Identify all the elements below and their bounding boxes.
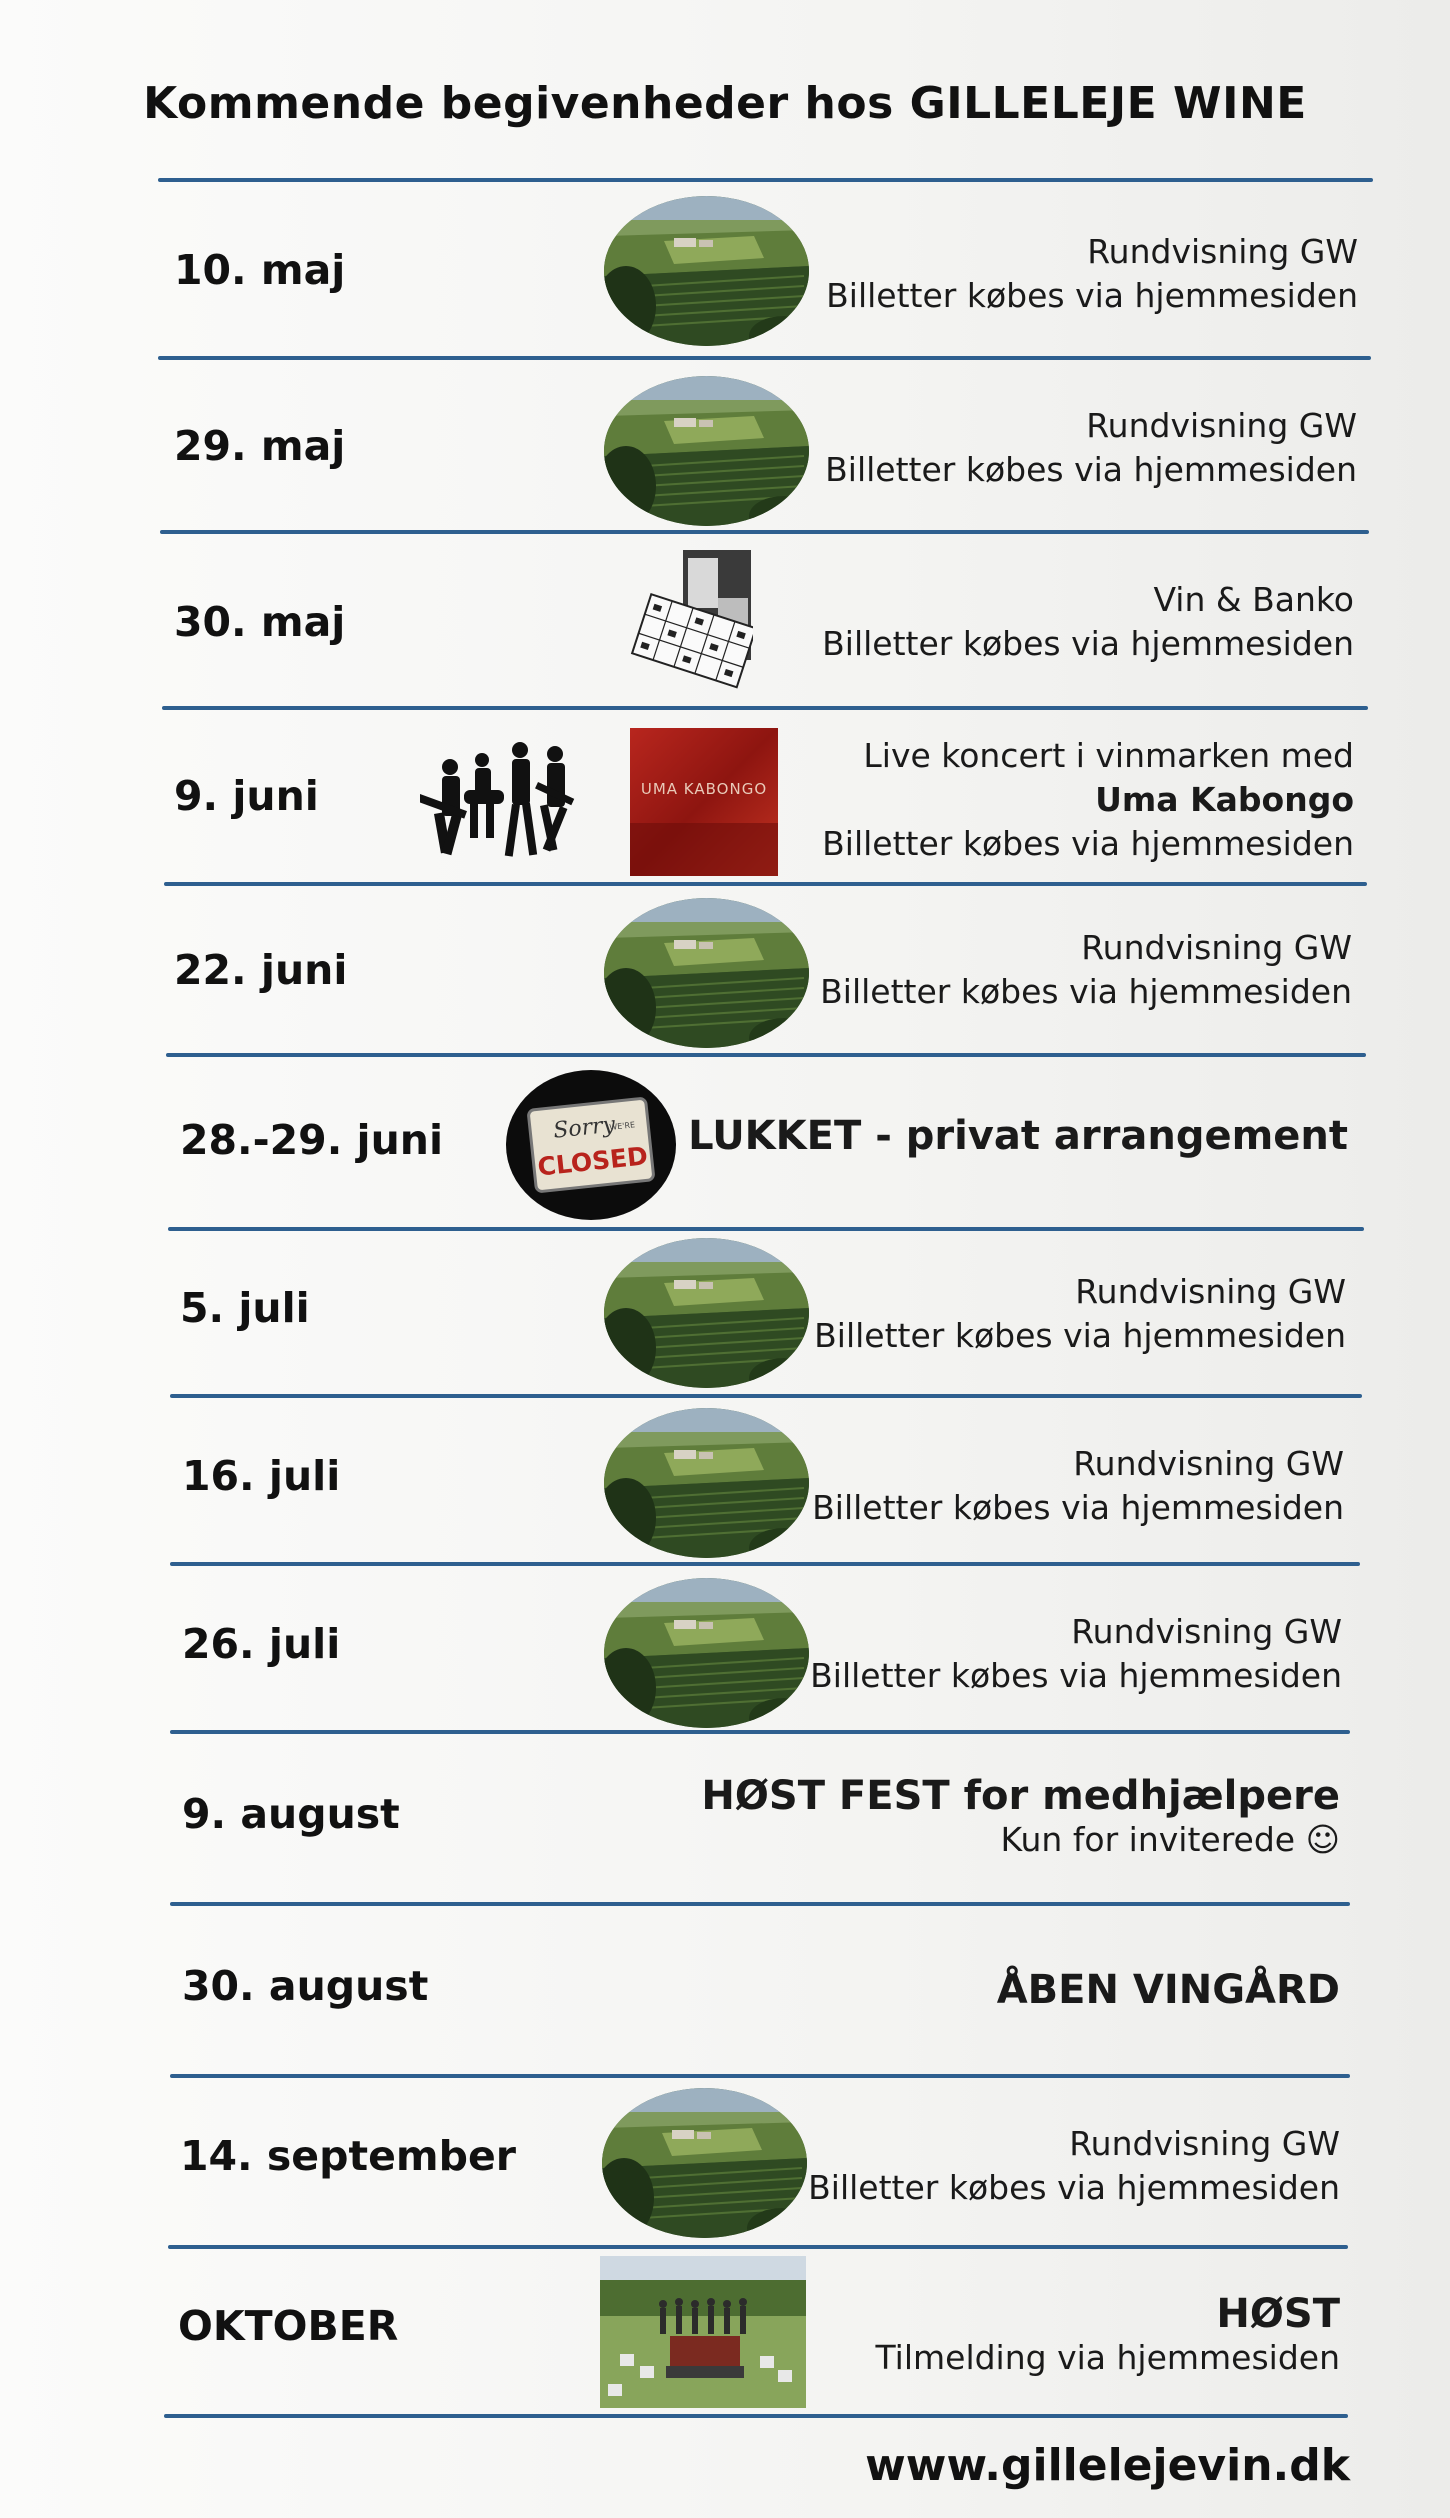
event-subtitle: Kun for inviterede ☺ — [1000, 1820, 1340, 1859]
vineyard-image — [602, 2088, 807, 2238]
divider — [166, 1053, 1366, 1057]
event-ticket-info: Billetter købes via hjemmesiden — [822, 624, 1354, 663]
event-ticket-info: Billetter købes via hjemmesiden — [826, 276, 1358, 315]
event-title: LUKKET - privat arrangement — [688, 1113, 1348, 1159]
website-url: www.gillelejevin.dk — [865, 2440, 1350, 2491]
divider — [160, 530, 1369, 534]
event-title: Rundvisning GW — [1069, 2124, 1340, 2163]
event-ticket-info: Billetter købes via hjemmesiden — [808, 2168, 1340, 2207]
divider — [158, 356, 1371, 360]
event-description — [822, 578, 1354, 666]
vineyard-image — [604, 376, 809, 526]
event-ticket-info: Billetter købes via hjemmesiden — [825, 450, 1357, 489]
event-date: 9. juni — [174, 772, 319, 820]
divider — [168, 1227, 1364, 1231]
event-date: 30. maj — [174, 598, 346, 646]
event-ticket-info: Billetter købes via hjemmesiden — [822, 824, 1354, 863]
divider — [168, 2245, 1348, 2249]
event-description — [826, 230, 1358, 318]
event-description — [825, 404, 1357, 492]
divider — [170, 1730, 1350, 1734]
album-title: UMA KABONGO — [640, 780, 768, 798]
event-date: 5. juli — [180, 1284, 310, 1332]
event-title: Rundvisning GW — [1071, 1612, 1342, 1651]
divider — [164, 882, 1367, 886]
event-description — [876, 2292, 1340, 2380]
event-description — [810, 1610, 1342, 1698]
event-date: 14. september — [180, 2132, 516, 2180]
event-title: HØST FEST for medhjælpere — [701, 1773, 1340, 1819]
harvest-photo-image — [600, 2256, 806, 2408]
sign-sorry: Sorry — [552, 1112, 617, 1144]
band-silhouette-image — [420, 732, 580, 867]
divider — [170, 1562, 1360, 1566]
event-date: 16. juli — [182, 1452, 341, 1500]
event-title: Rundvisning GW — [1087, 232, 1358, 271]
event-date: 9. august — [182, 1790, 400, 1838]
vineyard-image — [604, 1238, 809, 1388]
bingo-card-image — [628, 548, 753, 696]
divider — [170, 2074, 1350, 2078]
sign-closed: CLOSED — [536, 1141, 650, 1182]
event-description — [808, 2122, 1340, 2210]
event-description — [814, 1270, 1346, 1358]
vineyard-image — [604, 196, 809, 346]
page-title: Kommende begivenheder hos GILLELEJE WINE — [143, 78, 1307, 129]
event-title: Live koncert i vinmarken med — [863, 736, 1354, 775]
event-description — [688, 1114, 1348, 1158]
vineyard-image — [604, 1408, 809, 1558]
event-ticket-info: Billetter købes via hjemmesiden — [814, 1316, 1346, 1355]
event-ticket-info: Billetter købes via hjemmesiden — [810, 1656, 1342, 1695]
vineyard-image — [604, 898, 809, 1048]
event-date: 29. maj — [174, 422, 346, 470]
album-cover-image — [630, 728, 778, 876]
event-title: HØST — [1216, 2291, 1340, 2337]
event-title: Rundvisning GW — [1075, 1272, 1346, 1311]
sign-were: WE'RE — [608, 1120, 636, 1132]
event-date: 26. juli — [182, 1620, 341, 1668]
event-description — [997, 1968, 1340, 2012]
event-date: 30. august — [182, 1962, 429, 2010]
event-description — [820, 926, 1352, 1014]
divider — [162, 706, 1368, 710]
event-title: Vin & Banko — [1153, 580, 1354, 619]
event-description — [822, 734, 1354, 866]
event-title: Rundvisning GW — [1086, 406, 1357, 445]
event-artist: Uma Kabongo — [1095, 780, 1354, 819]
vineyard-image — [604, 1578, 809, 1728]
event-date: OKTOBER — [178, 2302, 399, 2350]
divider — [170, 1902, 1350, 1906]
event-date: 10. maj — [174, 246, 346, 294]
event-description — [812, 1442, 1344, 1530]
closed-sign-image — [506, 1070, 676, 1220]
event-title: Rundvisning GW — [1073, 1444, 1344, 1483]
divider — [170, 1394, 1362, 1398]
divider — [158, 178, 1373, 182]
event-signup-info: Tilmelding via hjemmesiden — [875, 2338, 1340, 2377]
event-date: 22. juni — [174, 946, 348, 994]
event-title: ÅBEN VINGÅRD — [996, 1967, 1340, 2013]
event-title: Rundvisning GW — [1081, 928, 1352, 967]
event-ticket-info: Billetter købes via hjemmesiden — [820, 972, 1352, 1011]
event-date: 28.-29. juni — [180, 1116, 444, 1164]
divider — [164, 2414, 1348, 2418]
event-description — [701, 1774, 1340, 1862]
event-ticket-info: Billetter købes via hjemmesiden — [812, 1488, 1344, 1527]
